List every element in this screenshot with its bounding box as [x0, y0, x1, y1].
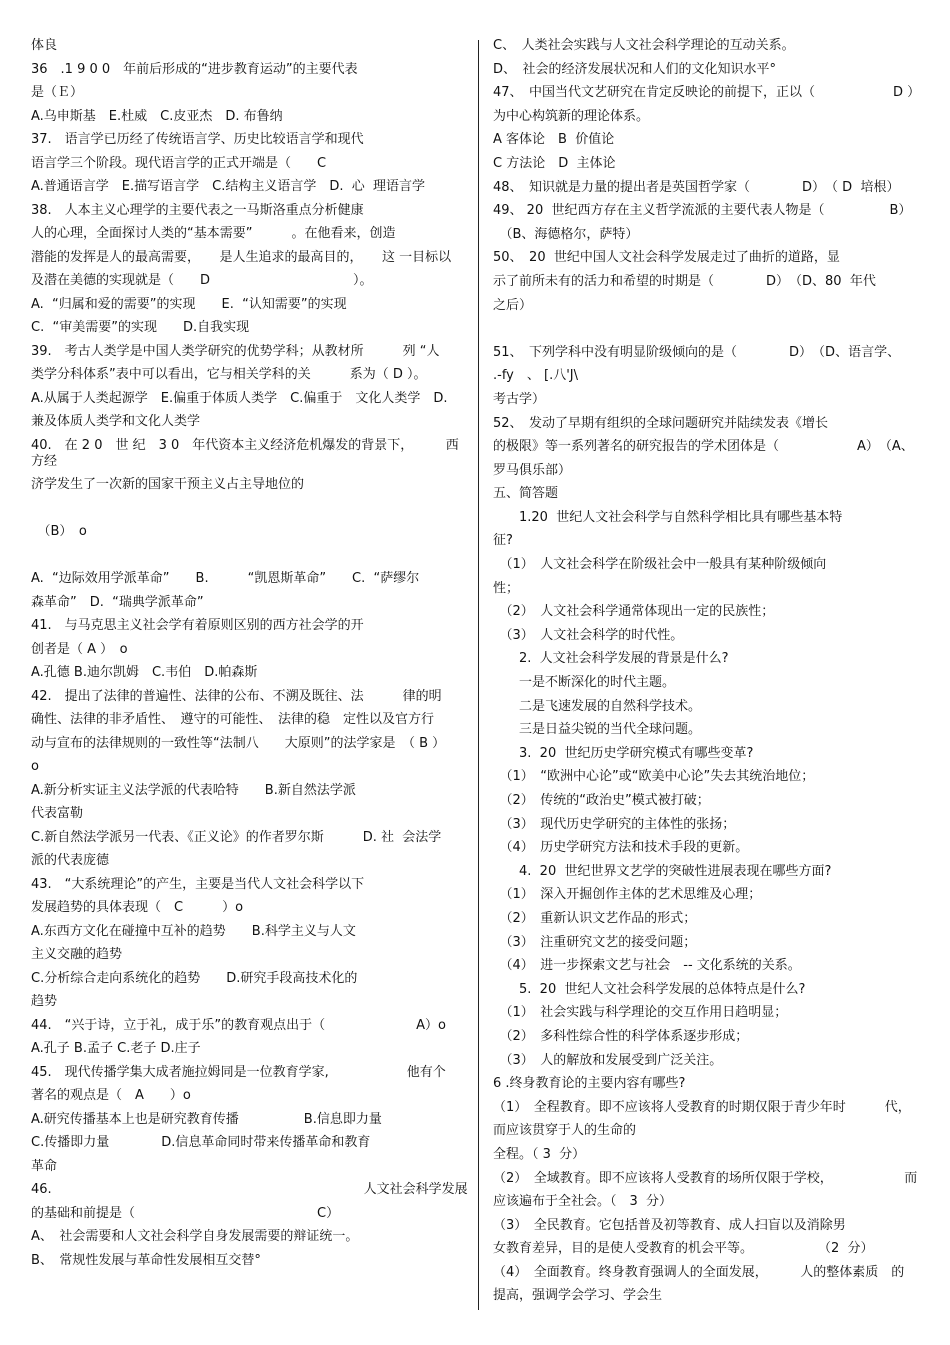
text-line: 44. “兴于诗，立于礼，成于乐”的教育观点出于（ A）o	[31, 1017, 446, 1033]
text-line: （1） 社会实践与科学理论的交互作用日趋明显；	[493, 1005, 788, 1021]
text-line: （2） 人文社会科学通常体现出一定的民族性；	[493, 604, 775, 620]
text-line: 51、 下列学科中没有明显阶级倾向的是（ D） （D、语言学、	[493, 344, 901, 360]
text-line: A.孔德 B.迪尔凯姆 C.韦伯 D.帕森斯	[31, 665, 258, 680]
text-line: 性；	[493, 580, 520, 596]
text-line: 语言学三个阶段。现代语言学的正式开端是（ C	[31, 155, 327, 171]
text-line: 三是日益尖锐的当代全球问题。	[493, 722, 702, 738]
text-line: C、 人类社会实践与人文社会科学理论的互动关系。	[493, 38, 795, 53]
text-line: o	[31, 759, 39, 774]
text-line: （3） 注重研究文艺的接受问题；	[493, 934, 697, 950]
text-line: 趋势	[31, 994, 58, 1009]
text-line: 及潜在美德的实现就是（ D ）。	[31, 273, 373, 288]
text-line: （3） 现代历史学研究的主体性的张扬；	[493, 816, 736, 832]
right-column	[493, 38, 925, 1312]
text-line: 40. 在 2 0 世 纪 3 0 年代资本主义经济危机爆发的背景下， 西方经	[31, 437, 459, 469]
text-line: （1） 深入开掘创作主体的艺术思维及心理；	[493, 887, 762, 903]
text-line: 43. “大系统理论”的产生，主要是当代人文社会科学以下	[31, 876, 365, 892]
text-line: 之后）	[493, 297, 533, 313]
text-line: 主义交融的趋势	[31, 947, 123, 962]
text-line: 36 .1 9 0 0 年前后形成的“进步教育运动”的主要代表	[31, 61, 358, 77]
text-line: C. “审美需要”的实现 D.自我实现	[31, 320, 250, 335]
text-line: C.分析综合走向系统化的趋势 D.研究手段高技术化的	[31, 970, 358, 986]
text-line: 47、 中国当代文艺研究在肯定反映论的前提下，正以（ D ）	[493, 85, 921, 101]
text-line: 著名的观点是（ A ）o	[31, 1088, 191, 1103]
text-line: 为中心构筑新的理论体系。	[493, 108, 650, 124]
text-line: C 方法论 D 主体论	[493, 155, 616, 171]
text-line: 派的代表庞德	[31, 853, 110, 868]
text-line: 42. 提出了法律的普遍性、法律的公布、不溯及既往、法 律的明	[31, 688, 442, 704]
text-line: C.新自然法学派另一代表、《正义论》的作者罗尔斯 D. 社 会法学	[31, 829, 442, 845]
text-line: 体良	[31, 38, 58, 53]
text-line: 确性、法律的非矛盾性、 遵守的可能性、 法律的稳 定性以及官方行	[31, 712, 435, 727]
text-line: 是（Ｅ）	[31, 85, 84, 100]
text-line: （4） 进一步探索文艺与社会 -- 文化系统的关系。	[493, 958, 801, 974]
text-line: A、 社会需要和人文社会科学自身发展需要的辩证统一。	[31, 1229, 359, 1244]
text-line: A.研究传播基本上也是研究教育传播 B.信息即力量	[31, 1111, 382, 1127]
text-line: （3） 人的解放和发展受到广泛关注。	[493, 1052, 723, 1068]
text-line: （B、海德格尔，萨特）	[493, 226, 639, 242]
text-line: 类学分科体系”表中可以看出，它与相关学科的关 系为（ D ）。	[31, 367, 427, 382]
text-line: 创者是（ A ） o	[31, 641, 128, 657]
text-line: 3. 20 世纪历史学研究模式有哪些变革?	[493, 745, 754, 761]
text-line: C.传播即力量 D.信息革命同时带来传播革命和教育	[31, 1135, 371, 1150]
text-line: 的基础和前提是（ C）	[31, 1205, 340, 1221]
text-line: 38. 人本主义心理学的主要代表之一马斯洛重点分析健康	[31, 202, 364, 218]
text-line: （2） 全域教育。即不应该将人受教育的场所仅限于学校， 而	[493, 1170, 918, 1186]
text-line: 50、 20 世纪中国人文社会科学发展走过了曲折的道路，显	[493, 250, 840, 266]
text-line: （2） 传统的“政治史”模式被打破；	[493, 793, 710, 808]
text-line: D、 社会的经济发展状况和人们的文化知识水平°	[493, 61, 777, 77]
text-line: 的极限》等一系列著名的研究报告的学术团体是（ A） （A、	[493, 439, 914, 455]
text-line: A.东西方文化在碰撞中互补的趋势 B.科学主义与人文	[31, 923, 356, 939]
text-line: 潜能的发挥是人的最高需要， 是人生追求的最高目的， 这 一目标以	[31, 249, 452, 265]
text-line: （2） 多科性综合性的科学体系逐步形成；	[493, 1028, 749, 1044]
text-line: A. “边际效用学派革命” B. “凯恩斯革命” C. “萨缪尔	[31, 571, 420, 586]
text-line: 5. 20 世纪人文社会科学发展的总体特点是什么?	[493, 981, 806, 997]
text-line: （2） 重新认识文艺作品的形式；	[493, 910, 697, 926]
text-line: 提高，强调学会学习、学会生	[493, 1288, 663, 1304]
column-divider	[478, 40, 479, 1310]
text-line: 罗马俱乐部）	[493, 462, 572, 478]
text-line: A.孔子 B.孟子 C.老子 D.庄子	[31, 1041, 201, 1056]
text-line: B、 常规性发展与革命性发展相互交替°	[31, 1252, 261, 1268]
text-line: 兼及体质人类学和文化人类学	[31, 414, 201, 429]
text-line: 考古学）	[493, 391, 546, 407]
text-line: 发展趋势的具体表现（ C ）o	[31, 900, 244, 915]
text-line: 全程。（ 3 分）	[493, 1146, 586, 1162]
text-line	[31, 501, 469, 517]
text-line: 6 .终身教育论的主要内容有哪些?	[493, 1076, 686, 1092]
text-line: A 客体论 B 价值论	[493, 132, 615, 148]
text-line: 应该遍布于全社会。（ 3 分）	[493, 1194, 673, 1210]
text-line: 济学发生了一次新的国家干预主义占主导地位的	[31, 477, 305, 492]
text-line	[31, 548, 469, 564]
text-line: 49、 20 世纪西方存在主义哲学流派的主要代表人物是（ B）	[493, 203, 912, 219]
text-line: （1） 全程教育。即不应该将人受教育的时期仅限于青少年时 代，	[493, 1099, 911, 1115]
text-line: 45. 现代传播学集大成者施拉姆同是一位教育学家, 他有个	[31, 1064, 446, 1080]
text-line: 52、 发动了早期有组织的全球问题研究并陆续发表《增长	[493, 415, 829, 431]
text-line: 而应该贯穿于人的生命的	[493, 1123, 637, 1139]
text-line: A.从属于人类起源学 E.偏重于体质人类学 C.偏重于 文化人类学 D.	[31, 390, 448, 406]
text-line: 代表富勒	[31, 806, 84, 821]
text-line: 示了前所未有的活力和希望的时期是（ D） （D、80 年代	[493, 273, 876, 289]
text-line: 森革命” D. “瑞典学派革命”	[31, 594, 204, 610]
text-line: A. “归属和爱的需要”的实现 E. “认知需要”的实现	[31, 296, 347, 312]
text-line: 五、简答题	[493, 486, 559, 502]
text-line: A.乌申斯基 E.杜威 C.皮亚杰 D. 布鲁纳	[31, 108, 283, 124]
text-line: 1.20 世纪人文社会科学与自然科学相比具有哪些基本特	[493, 509, 843, 525]
text-line: （3） 全民教育。它包括普及初等教育、成人扫盲以及消除男	[493, 1217, 846, 1233]
text-line: 征?	[493, 533, 513, 549]
text-line	[493, 321, 925, 337]
text-line: 人的心理，全面探讨人类的“基本需要” 。在他看来，创造	[31, 226, 396, 241]
text-line: 46. 人文社会科学发展	[31, 1182, 468, 1197]
text-line: （1） 人文社会科学在阶级社会中一般具有某种阶级倾向	[493, 557, 827, 573]
text-line: 37. 语言学已历经了传统语言学、历史比较语言学和现代	[31, 132, 364, 147]
text-line: 39. 考古人类学是中国人类学研究的优势学科；从教材所 列 “人	[31, 343, 440, 359]
text-line: 女教育差异，目的是使人受教育的机会平等。 （2 分）	[493, 1241, 874, 1257]
text-line: A.普通语言学 E.描写语言学 C.结构主义语言学 D. 心 理语言学	[31, 179, 426, 194]
text-line: 一是不断深化的时代主题。	[493, 675, 676, 691]
text-line: 2. 人文社会科学发展的背景是什么?	[493, 651, 729, 667]
text-line: 二是飞速发展的自然科学技术。	[493, 698, 702, 714]
text-line: A.新分析实证主义法学派的代表哈特 B.新自然法学派	[31, 782, 356, 798]
text-line: （B） o	[31, 524, 87, 539]
text-line: 革命	[31, 1158, 58, 1174]
text-line: 48、 知识就是力量的提出者是英国哲学家（ D） （ D 培根）	[493, 179, 900, 195]
text-line: （4） 历史学研究方法和技术手段的更新。	[493, 840, 749, 856]
text-line: .-fy 、 [.八'J\	[493, 368, 578, 384]
text-line: （3） 人文社会科学的时代性。	[493, 627, 684, 643]
left-column	[31, 38, 469, 1276]
text-line: 动与宣布的法律规则的一致性等“法制八 大原则”的法学家是 （ B ）	[31, 735, 446, 751]
text-line: （1） “欧洲中心论”或“欧美中心论”失去其统治地位；	[493, 769, 815, 785]
text-line: 41. 与马克思主义社会学有着原则区别的西方社会学的开	[31, 618, 364, 633]
text-line: 4. 20 世纪世界文艺学的突破性进展表现在哪些方面?	[493, 863, 832, 879]
text-line: （4） 全面教育。终身教育强调人的全面发展， 人的整体素质 的	[493, 1264, 905, 1280]
